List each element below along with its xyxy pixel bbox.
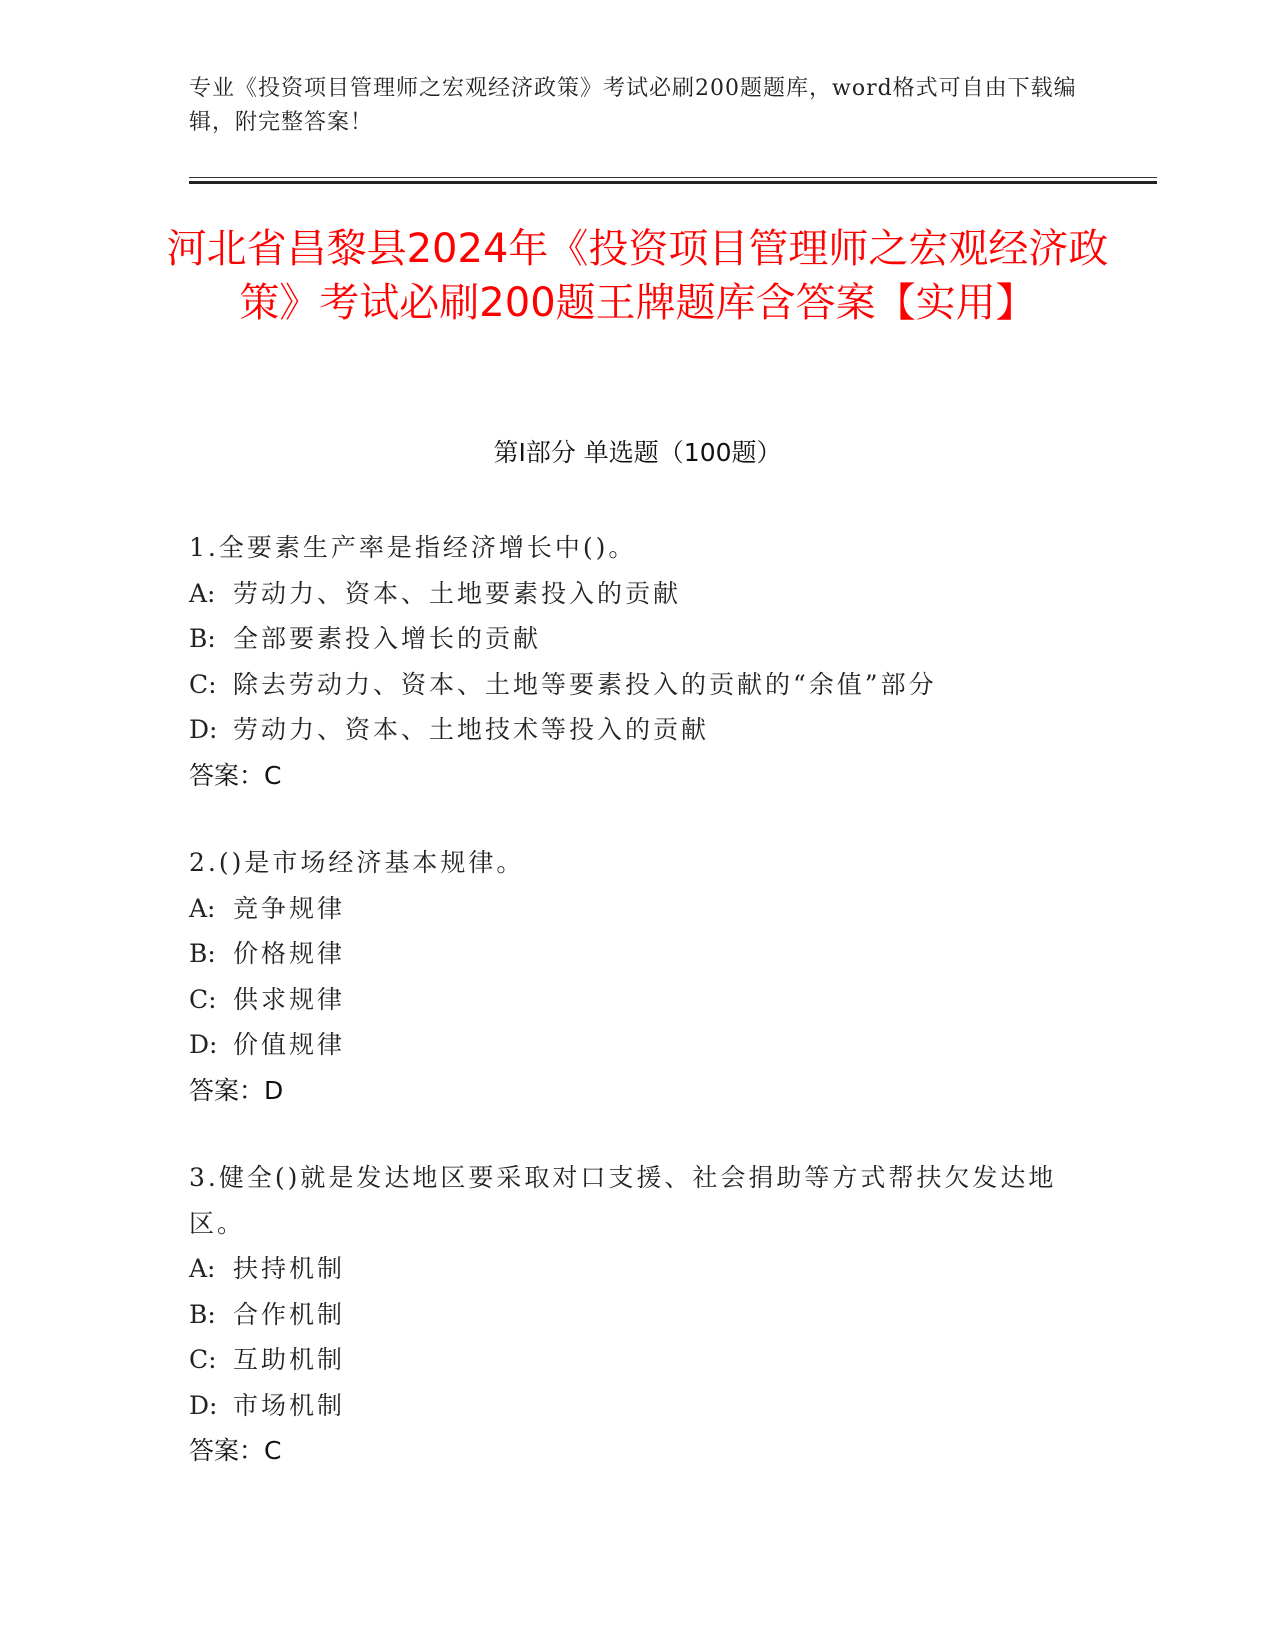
header-divider-thick: [189, 181, 1157, 184]
option-key: C:: [189, 669, 217, 699]
option-c: [189, 977, 1089, 1023]
option-a: [189, 1246, 1089, 1292]
question-2: [189, 840, 1089, 1113]
option-key: D:: [189, 715, 218, 744]
option-b: [189, 616, 1089, 662]
question-stem: 2.()是市场经济基本规律。: [189, 848, 525, 877]
option-key: D:: [189, 1390, 218, 1420]
option-text: 互助机制: [233, 1345, 346, 1374]
option-text: 劳动力、资本、土地技术等投入的贡献: [233, 715, 710, 744]
option-b: [189, 1292, 1089, 1338]
option-a: [189, 571, 1089, 617]
option-d: [189, 1383, 1089, 1429]
option-text: 扶持机制: [233, 1254, 346, 1283]
document-title: 河北省昌黎县2024年《投资项目管理师之宏观经济政策》考试必刷200题王牌题库含答案【实用】: [166, 226, 1109, 326]
option-a: [189, 886, 1089, 932]
option-key: A:: [189, 578, 216, 608]
header-note: 专业《投资项目管理师之宏观经济政策》考试必刷200题题库，word格式可自由下载编辑，附完整答案！: [189, 76, 1077, 135]
option-text: 劳动力、资本、土地要素投入的贡献: [233, 578, 682, 608]
option-key: B:: [189, 939, 216, 968]
option-d: [189, 707, 1089, 753]
option-key: B:: [189, 1299, 216, 1329]
answer: 答案：C: [189, 760, 282, 790]
header-divider-thin: [189, 177, 1157, 178]
option-text: 合作机制: [233, 1299, 346, 1329]
section-heading: 第Ⅰ部分 单选题（100题）: [493, 438, 782, 467]
question-1: [189, 525, 1089, 798]
option-key: A:: [189, 893, 216, 923]
answer: 答案：D: [189, 1075, 284, 1105]
option-text: 市场机制: [233, 1390, 346, 1420]
option-c: [189, 662, 1089, 708]
option-text: 价值规律: [233, 1030, 346, 1059]
question-3: [189, 1155, 1089, 1474]
option-key: B:: [189, 624, 216, 653]
option-text: 价格规律: [233, 939, 346, 968]
option-key: C:: [189, 984, 217, 1014]
option-text: 竞争规律: [233, 893, 346, 923]
option-text: 全部要素投入增长的贡献: [233, 624, 542, 653]
answer: 答案：C: [189, 1436, 282, 1465]
option-b: [189, 931, 1089, 977]
question-list: [189, 525, 1089, 1516]
option-c: [189, 1337, 1089, 1383]
option-text: 供求规律: [233, 984, 346, 1014]
option-key: C:: [189, 1345, 217, 1374]
option-key: D:: [189, 1030, 218, 1059]
question-stem: 1.全要素生产率是指经济增长中()。: [189, 533, 637, 562]
option-text: 除去劳动力、资本、土地等要素投入的贡献的“余值”部分: [233, 669, 937, 699]
option-key: A:: [189, 1254, 216, 1283]
question-stem: 3.健全()就是发达地区要采取对口支援、社会捐助等方式帮扶欠发达地区。: [189, 1163, 1057, 1238]
option-d: [189, 1022, 1089, 1068]
